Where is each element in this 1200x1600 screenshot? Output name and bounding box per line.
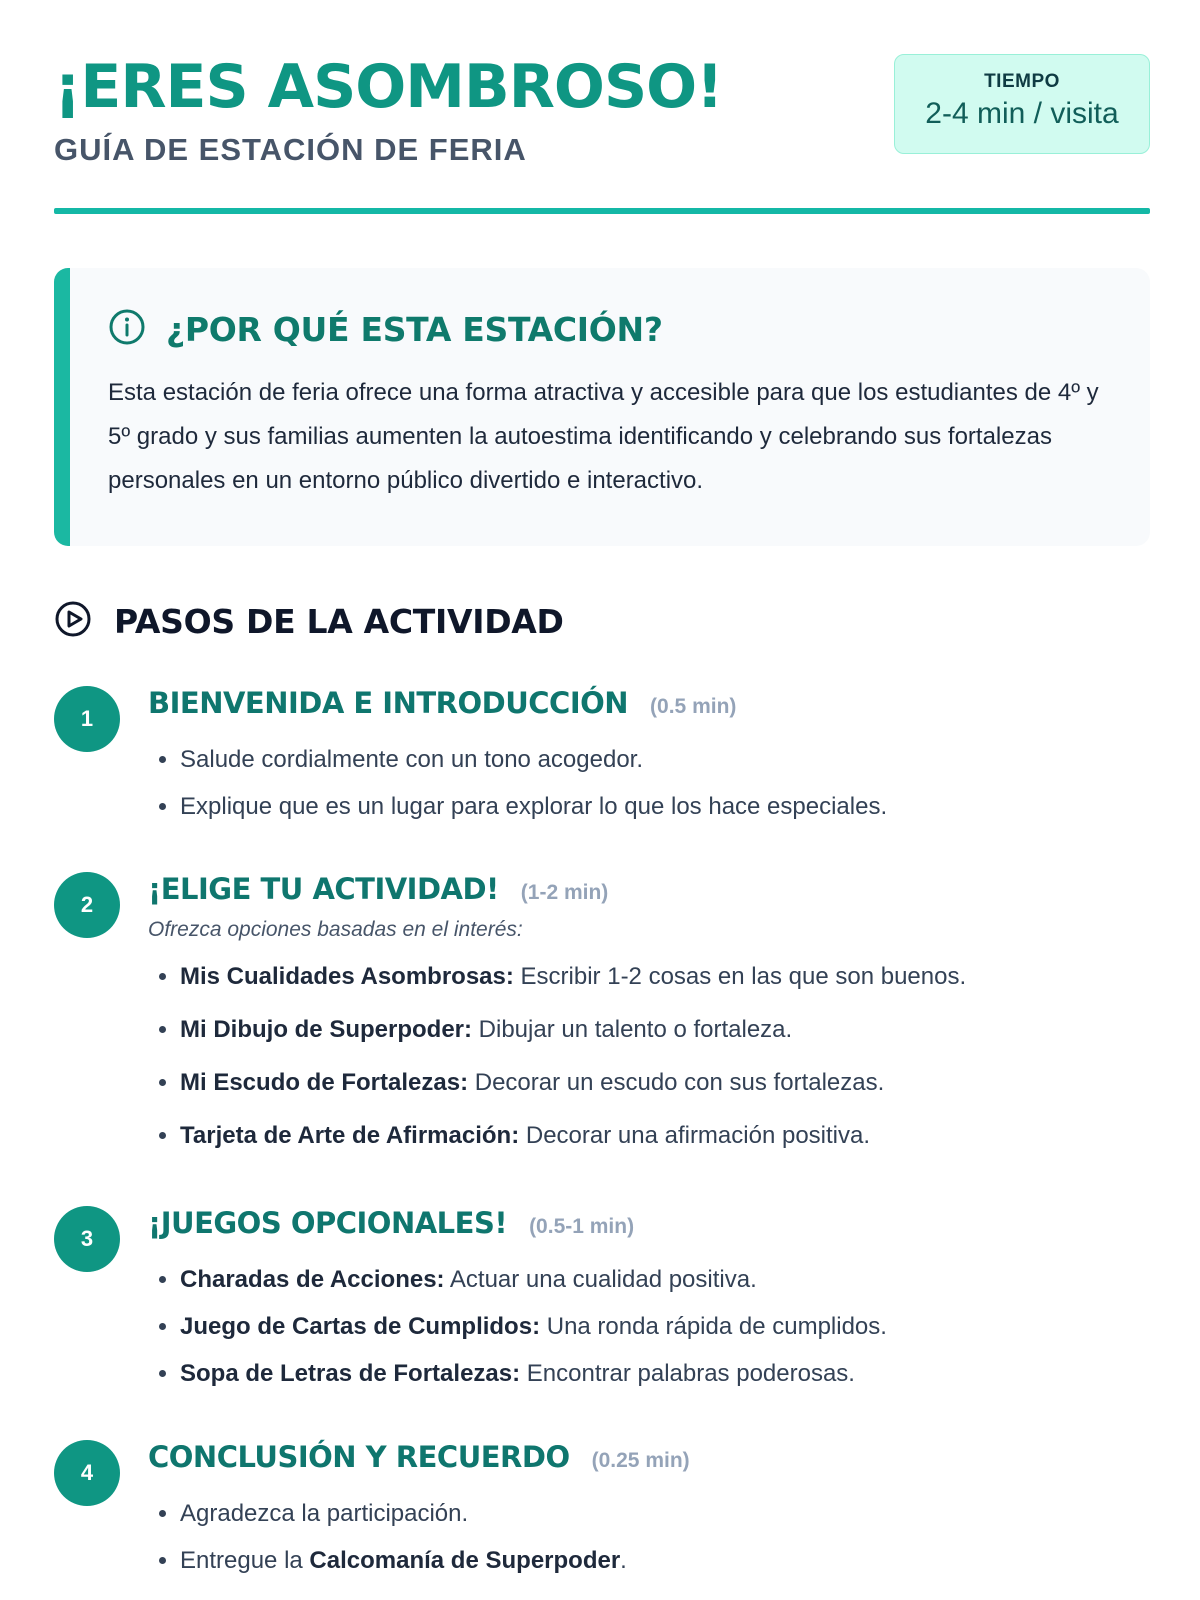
list-item: • Entregue la Calcomanía de Superpoder. <box>180 1537 1148 1584</box>
step-title: ¡JUEGOS OPCIONALES! <box>148 1206 508 1240</box>
step-number: 3 <box>54 1206 120 1272</box>
step-note: Ofrezca opciones basadas en el interés: <box>148 918 523 941</box>
list-item: • Juego de Cartas de Cumplidos: Una ronda rápida de cumplidos. <box>180 1303 1148 1350</box>
steps-title: PASOS DE LA ACTIVIDAD <box>114 602 564 641</box>
list-item: • Explique que es un lugar para explorar lo que los hace especiales. <box>180 783 1148 830</box>
step-title: CONCLUSIÓN Y RECUERDO <box>148 1440 570 1474</box>
step-title: ¡ELIGE TU ACTIVIDAD! <box>148 872 499 906</box>
why-callout <box>54 268 1150 546</box>
step-number: 1 <box>54 686 120 752</box>
time-value: 2-4 min / visita <box>925 97 1119 130</box>
info-circle-icon <box>108 308 146 351</box>
page-title: ¡ERES ASOMBROSO! <box>54 52 723 122</box>
why-title: ¿POR QUÉ ESTA ESTACIÓN? <box>166 310 663 349</box>
step-number: 2 <box>54 872 120 938</box>
steps-heading <box>54 600 564 643</box>
why-text: Esta estación de feria ofrece una forma atractiva y accesible para que los estudiantes de 4º y 5º grado y sus familias aumenten la autoestima identificando y celebrando sus fortalezas personales en un entorno público divertido e interactivo. <box>108 379 1099 494</box>
list-item: • Charadas de Acciones: Actuar una cualidad positiva. <box>180 1256 1148 1303</box>
list-item: • Salude cordialmente con un tono acogedor. <box>180 736 1148 783</box>
step-duration: (1-2 min) <box>520 881 609 904</box>
time-label: TIEMPO <box>984 71 1060 92</box>
header-divider <box>54 208 1150 214</box>
header <box>54 52 1150 216</box>
list-item: • Tarjeta de Arte de Afirmación: Decorar una afirmación positiva. <box>180 1109 1148 1162</box>
list-item: • Mi Dibujo de Superpoder: Dibujar un talento o fortaleza. <box>180 1003 1148 1056</box>
list-item: • Sopa de Letras de Fortalezas: Encontrar palabras poderosas. <box>180 1350 1148 1397</box>
step-duration: (0.5-1 min) <box>529 1215 635 1238</box>
page-subtitle: GUÍA DE ESTACIÓN DE FERIA <box>54 132 527 167</box>
step-title: BIENVENIDA E INTRODUCCIÓN <box>148 686 629 720</box>
time-badge <box>894 54 1150 154</box>
step-duration: (0.5 min) <box>650 695 737 718</box>
play-circle-icon <box>54 600 92 643</box>
list-item: • Mis Cualidades Asombrosas: Escribir 1-2 cosas en las que son buenos. <box>180 950 1148 1003</box>
step-duration: (0.25 min) <box>591 1449 690 1472</box>
step-number: 4 <box>54 1440 120 1506</box>
list-item: • Agradezca la participación. <box>180 1490 1148 1537</box>
list-item: • Mi Escudo de Fortalezas: Decorar un escudo con sus fortalezas. <box>180 1056 1148 1109</box>
